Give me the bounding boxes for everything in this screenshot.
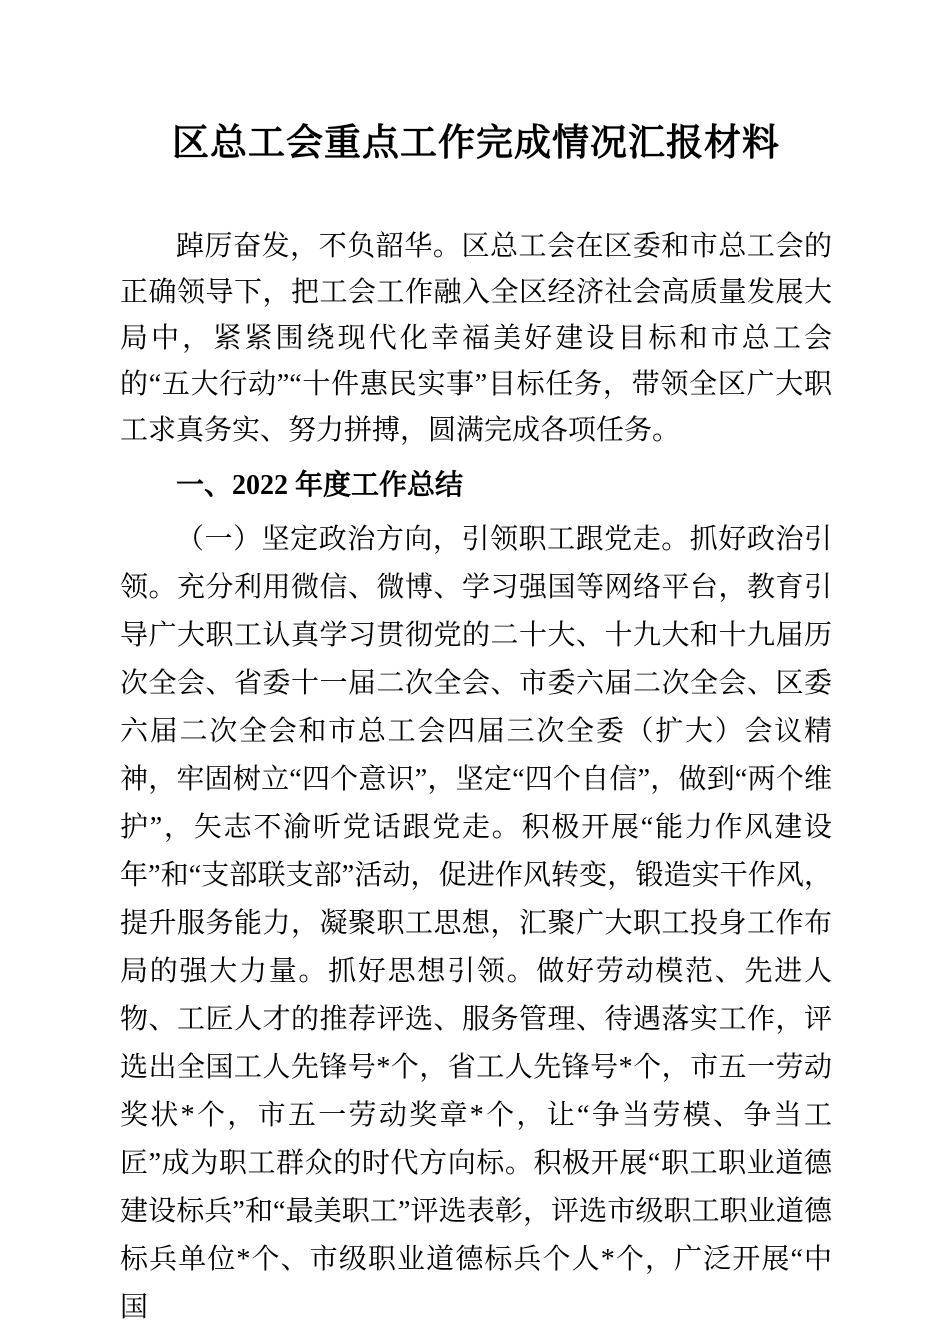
section-heading: 一、2022 年度工作总结	[176, 470, 464, 501]
body-paragraph: （一）坚定政治方向，引领职工跟党走。抓好政治引领。充分利用微信、微博、学习强国等网络平台，教育引导广大职工认真学习贯彻党的二十大、十九大和十九届历次全会、省委十一届二次全会、市委六届二次全会、区委六届二次全会和市总工会四届三次全委（扩大）会议精神，牢固树立“四个意识”，坚定“四个自信”，做到“两个维护”，矢志不渝听党话跟党走。积极开展“能力作风建设年”和“支部联支部”活动，促进作风转变，锻造实干作风，提升服务能力，凝聚职工思想，汇聚广大职工投身工作布局的强大力量。抓好思想引领。做好劳动模范、先进人物、工匠人才的推荐评选、服务管理、待遇落实工作，评选出全国工人先锋号*个，省工人先锋号*个，市五一劳动奖状*个，市五一劳动奖章*个，让“争当劳模、争当工匠”成为职工群众的时代方向标。积极开展“职工职业道德建设标兵”和“最美职工”评选表彰，评选市级职工职业道德标兵单位*个、市级职业道德标兵个人*个，广泛开展“中国	[120, 524, 832, 1323]
intro-paragraph: 踔厉奋发，不负韶华。区总工会在区委和市总工会的正确领导下，把工会工作融入全区经济社会高质量发展大局中，紧紧围绕现代化幸福美好建设目标和市总工会的“五大行动”“十件惠民实事”目标任务，带领全区广大职工求真务实、努力拼搏，圆满完成各项任务。	[120, 231, 832, 446]
document-title: 区总工会重点工作完成情况汇报材料	[172, 123, 780, 164]
